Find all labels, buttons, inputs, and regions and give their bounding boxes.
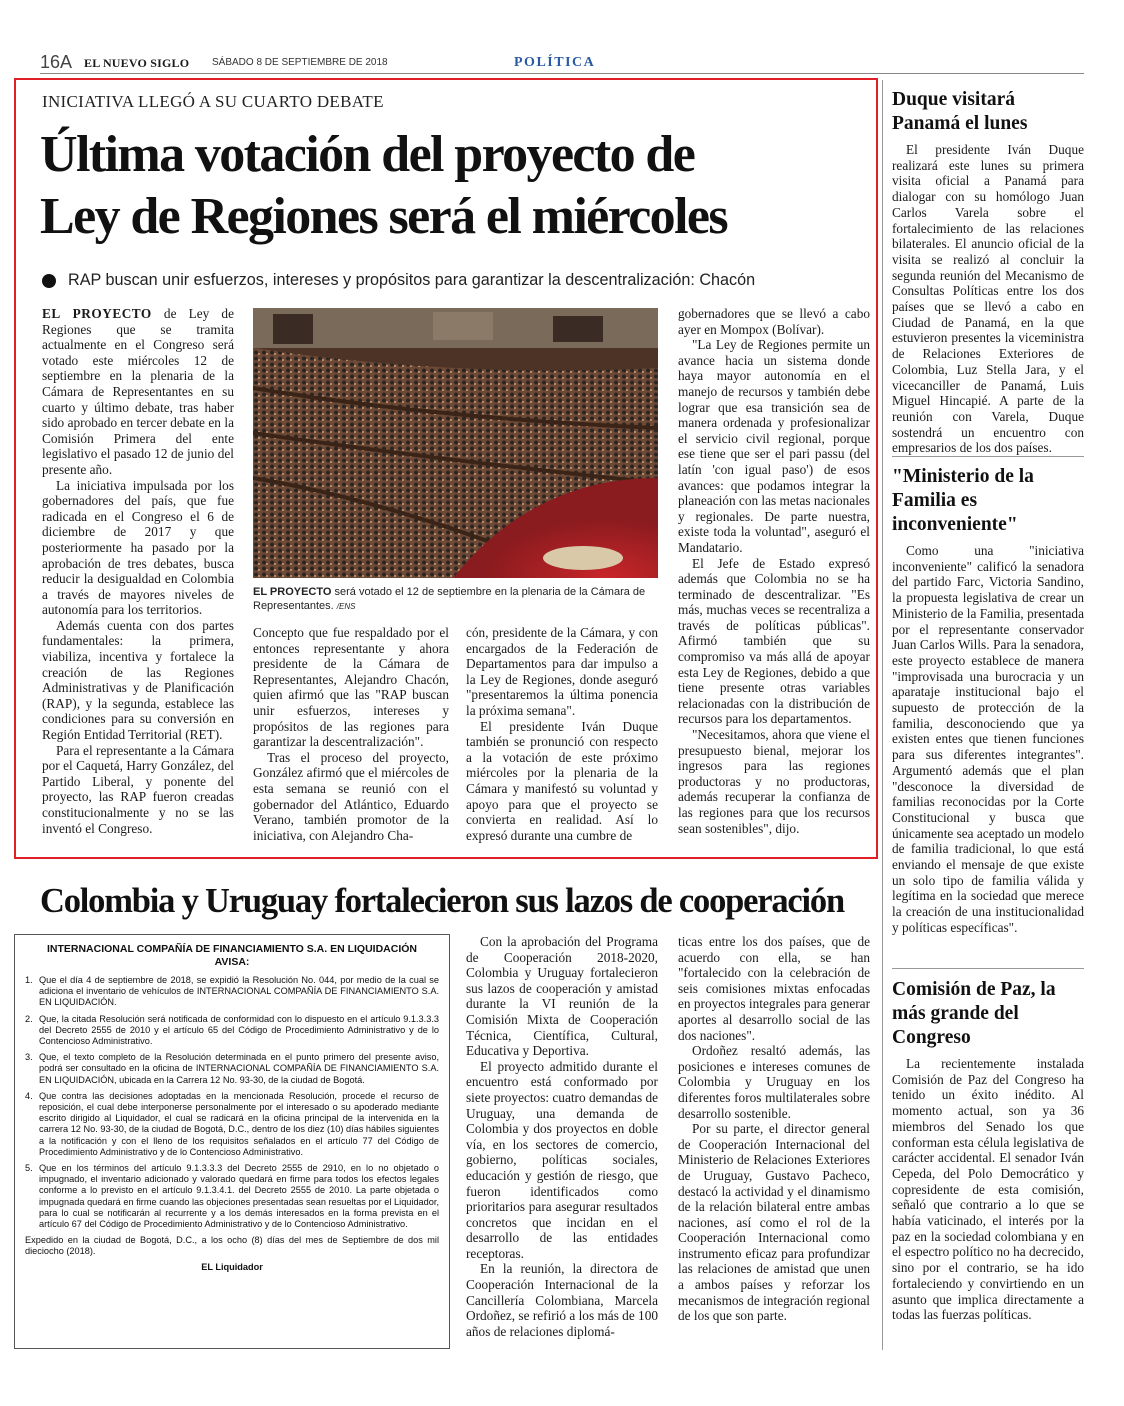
headline-line-2: Ley de Regiones será el miércoles [40, 188, 728, 245]
notice-closing: Expedido en la ciudad de Bogotá, D.C., a los ocho (8) días del mes de Septiembre de dos mil dieciocho (2018). [25, 1235, 439, 1257]
second-article-column-1 [466, 934, 658, 1354]
notice-title: INTERNACIONAL COMPAÑÍA DE FINANCIAMIENTO S.A. EN LIQUIDACIÓN [46, 943, 418, 955]
paragraph: Con la aprobación del Programa de Cooperación 2018-2020, Colombia y Uruguay fortalecieron sus lazos de cooperación y amistad durante la VI reunión de la Comisión Mixta de Cooperación Técnica, Científica, Cultural, Educativa y Deportiva. [466, 934, 658, 1059]
article-column-1 [42, 306, 234, 846]
sidebar-rule [892, 968, 1084, 969]
paper-name: EL NUEVO SIGLO [84, 56, 190, 70]
sidebar-story-1 [892, 88, 1084, 456]
sidebar-story-body [892, 1056, 1084, 1323]
notice-signature: EL Liquidador [201, 1261, 263, 1272]
paragraph: cón, presidente de la Cámara, y con encargados de la Federación de Departamentos para dar impulso a la Ley de Regiones, donde aseguró "presentaremos la última ponencia la próxima semana". [466, 625, 658, 718]
photo-credit: /ENS [336, 602, 356, 611]
sidebar-story-3 [892, 978, 1084, 1323]
paragraph: Para el representante a la Cámara por el Caquetá, Harry González, del Partido Liberal, y ponente del proyecto, las RAP fueron creadas constitucionalmente y no se las inventó el Congreso. [42, 742, 234, 836]
paragraph: gobernadores que se llevó a cabo ayer en Mompox (Bolívar). [678, 306, 870, 337]
subhead [42, 271, 872, 295]
paragraph: EL PROYECTO de Ley de Regiones que se tramita actualmente en el Congreso será votado este miércoles 12 de septiembre en la plenaria de la Cámara de Representantes en su cuarto y último debate, tras haber sido aprobado en tercer debate en la Comisión Primera del ente legislativo el pasado 12 de junio del presente año. [42, 306, 234, 477]
sidebar-story-body [892, 543, 1084, 936]
article-headline [40, 124, 860, 248]
article-column-4 [678, 306, 870, 846]
paragraph: La iniciativa impulsada por los gobernadores del país, que fue radicada en el Congreso el 6 de diciembre de 2017 y que posteriormente ha pasado por la aprobación de tres debates, busca reducir la desigualdad en Colombia a través de mayores niveles de autonomía para los territorios. [42, 477, 234, 618]
caption-text: será votado el 12 de septiembre en la plenaria de la Cámara de Representantes. [253, 586, 646, 612]
paragraph: En la reunión, la directora de Cooperación Internacional de la Cancillería Colombiana, Marcela Ordoñez, se refirió a los más de 100 años de relaciones diplomá- [466, 1261, 658, 1339]
masthead [40, 52, 1084, 74]
paragraph: La recientemente instalada Comisión de Paz del Congreso ha tenido un éxito inédito. Al momento actual, son ya 36 miembros del Senado los que conforman esta célula legislativa de carácter accidental. El senador Iván Cepeda, del Polo Democrático y copresidente de esta comisión, señaló que contrario a lo que se había vaticinado, el interés por la paz en la sociedad colombiana y en el espectro político no ha decrecido, sino por el contrario, se ha ido fortaleciendo y convirtiendo en un asunto que implica directamente a todas las fuerzas políticas. [892, 1056, 1084, 1323]
subhead-text: RAP buscan unir esfuerzos, intereses y propósitos para garantizar la descentralización: Chacón [68, 271, 756, 289]
paragraph: Además cuenta con dos partes fundamentales: la primera, viabiliza, incentiva y fortalece la creación de las Regiones Administrativas y de Planificación (RAP), y la segunda, establece las condiciones para su conversión en Región Entidad Territorial (RET). [42, 617, 234, 743]
sidebar-rule [892, 456, 1084, 457]
second-headline: Colombia y Uruguay fortalecieron sus lazos de cooperación [40, 882, 844, 920]
paragraph: Concepto que fue respaldado por el entonces representante y ahora presidente de la Cámara de Representantes, Alejandro Chacón, quien afirmó que las "RAP buscan unir esfuerzos, intereses y propósitos de las regiones para garantizar la descentralización". [253, 625, 449, 750]
paragraph: Por su parte, el director general de Cooperación Internacional del Ministerio de Relaciones Exteriores de Uruguay, Gustavo Pacheco, destacó la actividad y el dinamismo de la relación bilateral entre ambas naciones, así como el rol de la Cooperación Internacional como instrumento eficaz para profundizar las relaciones de amistad que unen a ambos países y reforzar los mecanismos de integración regional de los que son parte. [678, 1121, 870, 1324]
sidebar-story-title: Duque visitará Panamá el lunes [892, 89, 1028, 134]
sidebar-story-body [892, 142, 1084, 456]
chamber-illustration [253, 308, 658, 578]
sidebar-divider [882, 80, 883, 1350]
second-article-column-2 [678, 934, 870, 1354]
paragraph: El Jefe de Estado expresó además que Colombia no se ha terminado de descentralizar. "Es más, muchas veces se recentraliza a través de políticas públicas". Afirmó también que su compromiso va más allá de apoyar esta Ley de Regiones, debido a que tiene presente otras variables relacionadas con la distribución de recursos para los departamentos. [678, 555, 870, 727]
legal-notice [14, 934, 450, 1349]
headline-line-1: Última votación del proyecto de [40, 126, 695, 183]
paragraph: El proyecto admitido durante el encuentro está conformado por siete proyectos: cuatro demandas de Uruguay, una demanda de Colombia y dos proyectos en doble vía, en los sectores de comercio, gobierno, políticas sociales, educación y gestión de riesgo, que fueron identificados como prioritarios para asegurar resultados concretos que incidan en el desarrollo de las entidades receptoras. [466, 1058, 658, 1261]
bullet-icon [42, 274, 56, 288]
issue-date: SÁBADO 8 DE SEPTIEMBRE DE 2018 [212, 57, 388, 68]
sidebar-story-title: Comisión de Paz, la más grande del Congreso [892, 979, 1056, 1048]
notice-item: 2. Que, la citada Resolución será notificada de conformidad con lo dispuesto en el artículo 9.1.3.3.3 del Decreto 2555 de 2010 y el artículo 65 del Código de Procedimiento Administrativo y de lo Contencioso Administrativo. [25, 1013, 439, 1047]
notice-item: 3. Que, el texto completo de la Resolución determinada en el punto primero del presente aviso, podrá ser consultado en la oficina de INTERNACIONAL COMPAÑÍA DE FINANCIAMIENTO S.A. EN LIQUIDACIÓN, ubicada en la Carrera 12 No. 93-30, de la ciudad de Bogotá. [25, 1052, 439, 1085]
notice-subtitle: AVISA: [214, 956, 250, 968]
paragraph: El presidente Iván Duque también se pronunció con respecto a la votación de este próximo miércoles por la plenaria de la Cámara y manifestó su voluntad y apoyo para que el proyecto se convierta en realidad. Así lo expresó durante una cumbre de [466, 718, 658, 843]
caption-lead: EL PROYECTO [253, 586, 332, 598]
section-label: POLÍTICA [514, 55, 596, 70]
article-column-3 [466, 625, 658, 847]
notice-item: 5. Que en los términos del artículo 9.1.3.3.3 del Decreto 2555 de 2910, en lo no objetado o impugnado, el inventario adicionado y valorado quedará en firme para todos los efectos legales conforme a lo previsto en el artículo 9.1.3.4.1. del Decreto 2555 de 2010. La parte objetada o impugnada quedará en firme cuando las objeciones presentadas sean resueltas por el Liquidador, para lo cual se notificarán al recurrente y a los demás interesados en la forma prevista en el artículo 67 del Código de Procedimiento Administrativo y de lo Contencioso Administrativo. [25, 1163, 439, 1230]
lead-in: EL PROYECTO [42, 306, 152, 321]
parliament-photo [253, 308, 658, 578]
paragraph: Ordoñez resaltó además, las posiciones e intereses comunes de Colombia y Uruguay en los diferentes foros multilaterales sobre desarrollo sostenible. [678, 1043, 870, 1121]
paragraph: ticas entre los dos países, que de acuerdo con ella, se han "fortalecido con la celebración de seis comisiones mixtas enfocadas en proyectos integrales para generar aportes al desarrollo social de las dos naciones". [678, 934, 870, 1043]
photo-caption [253, 585, 658, 614]
paragraph: "La Ley de Regiones permite un avance hacia un sistema donde haya mayor autonomía en el manejo de recursos y también debe lograr que esa transición sea de manera ordenada y profesionalizar el servicio civil regional, porque ese tiene que ser el pari passu (del latín 'con igual paso') de esos avances: que podamos integrar la planeación con las metas nacionales y regionales. De parte nuestra, existe toda la voluntad", aseguró el Mandatario. [678, 337, 870, 555]
article-column-2 [253, 625, 449, 847]
sidebar-story-title: "Ministerio de la Familia es inconveniente" [892, 466, 1034, 535]
article-kicker: INICIATIVA LLEGÓ A SU CUARTO DEBATE [42, 92, 384, 111]
notice-item: 4. Que contra las decisiones adoptadas en la mencionada Resolución, procede el recurso de reposición, el cual debe interponerse personalmente por el interesado o su apoderado mediante escrito dirigido al Liquidador, el cual se radicará en la oficina principal de la intervenida en la carrera 12 No. 93-30, de la ciudad de Bogotá, D.C., dentro de los diez (10) días hábiles siguientes a la notificación y con el lleno de los requisitos señalados en el artículo 77 del Código de Procedimiento Administrativo y de lo Contencioso Administrativo. [25, 1090, 439, 1157]
masthead-rule [40, 73, 1084, 74]
notice-item: 1. Que el día 4 de septiembre de 2018, se expidió la Resolución No. 044, por medio de la cual se adiciona el inventario de vehículos de INTERNACIONAL COMPAÑÍA DE FINANCIAMIENTO S.A. EN LIQUIDACIÓN. [25, 975, 439, 1008]
paragraph: Como una "iniciativa inconveniente" calificó la senadora del partido Farc, Victoria Sandino, la propuesta legislativa de crear un Ministerio de la Familia, presentada por el representante conservador Juan Carlos Wills. Para la senadora, este proyecto establece de manera "improvisada una burocracia y un aparataje institucional bajo el supuesto de protección de la familia, desconociendo que ya existen entes que tienen funciones para sus diferentes integrantes". Argumentó además que el plan "desconoce la diversidad de familias reconocidas por la Corte Constitucional y busca que únicamente sea aceptado un modelo de familia tradicional, lo que está enviando el mensaje de que existe un solo tipo de familia válida y legítima en la sociedad que merece la creación de una institucionalidad y políticas específicas". [892, 543, 1084, 935]
paragraph: El presidente Iván Duque realizará este lunes su primera visita oficial a Panamá para dialogar con su homólogo Juan Carlos Varela sobre el fortalecimiento de las relaciones bilaterales. El anuncio oficial de la visita se realizó al concluir la segunda reunión del Mecanismo de Consultas Políticas entre los dos países que se llevó a cabo en Ciudad de Panamá, en la que estuvieron presentes la viceministra de Relaciones Exteriores de Colombia, Luz Stella Jara, y el vicecanciller de Panamá, Luis Miguel Hincapié. A parte de la reunión con Varela, Duque sostendrá un encuentro con empresarios de los dos países. [892, 142, 1084, 456]
sidebar-story-2 [892, 465, 1084, 936]
page-number: 16A [40, 52, 73, 72]
paragraph: Tras el proceso del proyecto, González afirmó que el miércoles de esta semana se reunió con el gobernador del Atlántico, Eduardo Verano, también promotor de la iniciativa, con Alejandro Cha- [253, 749, 449, 843]
paragraph: "Necesitamos, ahora que viene el presupuesto bienal, mejorar los ingresos para las regiones productoras y no productoras, además recuperar la confianza de las regiones para que los recursos sean sostenibles", dijo. [678, 727, 870, 836]
